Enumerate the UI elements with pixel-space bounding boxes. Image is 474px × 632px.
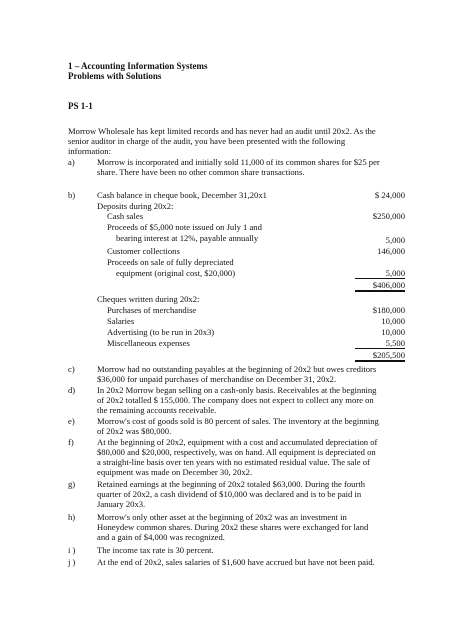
- cash-balance-amount: $ 24,000: [374, 190, 405, 200]
- deposits-total: $406,000: [355, 280, 405, 292]
- item-text-line: In 20x2 Morrow began selling on a cash-only basis. Receivables at the beginning: [97, 385, 377, 395]
- chapter-title: 1 – Accounting Information Systems: [68, 61, 208, 71]
- item-letter: c): [68, 364, 75, 374]
- cheques-total: $205,500: [355, 350, 405, 362]
- item-text-line: Morrow's cost of goods sold is 80 percent of sales. The inventory at the beginning: [97, 416, 379, 426]
- cheque-amount: 5,500: [355, 338, 405, 349]
- item-text-line: the remaining accounts receivable.: [97, 405, 217, 415]
- deposit-label: Customer collections: [107, 246, 180, 256]
- cheque-label: Advertising (to be run in 20x3): [107, 327, 215, 337]
- cheque-label: Salaries: [107, 316, 135, 326]
- item-letter: a): [68, 157, 75, 167]
- item-text-line: a straight-line basis over ten years with no estimated residual value. The sale of: [97, 457, 370, 467]
- cheque-amount: 10,000: [381, 327, 405, 337]
- item-letter: b): [68, 190, 76, 200]
- cheque-amount: $180,000: [372, 305, 405, 315]
- deposit-label: Proceeds on sale of fully depreciated: [107, 257, 234, 267]
- item-text-line: Retained earnings at the beginning of 20x2 totaled $63,000. During the fourth: [97, 479, 366, 489]
- item-text-line: Morrow had no outstanding payables at the beginning of 20x2 but owes creditors: [97, 364, 377, 374]
- item-text-line: Morrow is incorporated and initially sold 11,000 of its common shares for $25 per: [97, 157, 380, 167]
- deposit-label: bearing interest at 12%, payable annually: [116, 233, 259, 243]
- cheque-label: Purchases of merchandise: [107, 305, 197, 315]
- deposit-amount: $250,000: [372, 211, 405, 221]
- item-letter: d): [68, 385, 76, 395]
- item-letter: h): [68, 512, 76, 522]
- item-text-line: At the end of 20x2, sales salaries of $1,600 have accrued but have not been paid.: [97, 557, 375, 567]
- problem-id: PS 1-1: [68, 101, 93, 111]
- intro-line: Morrow Wholesale has kept limited records and has never had an audit until 20x2. As the: [68, 126, 376, 136]
- deposits-header: Deposits during 20x2:: [97, 201, 174, 211]
- cheques-header: Cheques written during 20x2:: [97, 294, 200, 304]
- cheque-label: Miscellaneous expenses: [107, 338, 190, 348]
- item-letter: j ): [68, 557, 76, 567]
- item-text-line: share. There have been no other common share transactions.: [97, 167, 305, 177]
- item-text-line: equipment was made on December 30, 20x2.: [97, 467, 253, 477]
- item-text-line: At the beginning of 20x2, equipment with a cost and accumulated depreciation of: [97, 437, 378, 447]
- item-text-line: $36,000 for unpaid purchases of merchandise on December 31, 20x2.: [97, 374, 337, 384]
- item-text-line: and a gain of $4,000 was recognized.: [97, 532, 225, 542]
- deposit-label: Cash sales: [107, 211, 144, 221]
- item-text-line: Morrow's only other asset at the beginning of 20x2 was an investment in: [97, 512, 347, 522]
- deposit-amount: 146,000: [377, 246, 405, 256]
- chapter-subtitle: Problems with Solutions: [68, 71, 162, 81]
- item-text-line: Honeydew common shares. During 20x2 these shares were exchanged for land: [97, 522, 369, 532]
- item-letter: e): [68, 416, 75, 426]
- item-text-line: of 20x2 was $80,000.: [97, 426, 172, 436]
- deposit-label: Proceeds of $5,000 note issued on July 1 and: [107, 222, 262, 232]
- deposit-amount: 5,000: [355, 268, 405, 279]
- item-text-line: quarter of 20x2, a cash dividend of $10,000 was declared and is to be paid in: [97, 489, 362, 499]
- item-letter: i ): [68, 545, 76, 555]
- item-letter: f): [68, 437, 74, 447]
- deposit-amount: 5,000: [385, 235, 405, 245]
- item-letter: g): [68, 479, 76, 489]
- item-text-line: of 20x2 totalled $ 155,000. The company does not expect to collect any more on: [97, 395, 374, 405]
- cheque-amount: 10,000: [381, 316, 405, 326]
- item-text-line: The income tax rate is 30 percent.: [97, 545, 214, 555]
- item-text-line: January 20x3.: [97, 499, 146, 509]
- cash-balance-label: Cash balance in cheque book, December 31,20x1: [97, 190, 267, 200]
- item-text-line: $80,000 and $20,000, respectively, was on hand. All equipment is depreciated on: [97, 447, 376, 457]
- deposit-label: equipment (original cost, $20,000): [116, 268, 236, 278]
- intro-line: senior auditor in charge of the audit, you have been presented with the following: [68, 136, 346, 146]
- intro-line: information:: [68, 146, 111, 156]
